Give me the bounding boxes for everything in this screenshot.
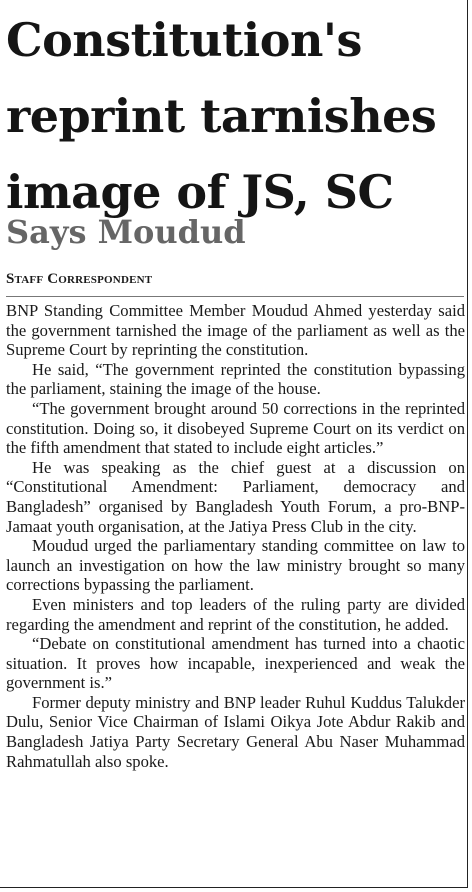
body-paragraph: He was speaking as the chief guest at a discussion on “Constitutional Amendment: Parliament, democracy and Bangladesh” organised by Bangladesh Youth Forum, a pro-BNP-Jamaat youth organisation, at the Jatiya Press Club in the city. bbox=[6, 457, 465, 536]
body-paragraph: Moudud urged the parliamentary standing committee on law to launch an investigation on how the law ministry brought so many corrections bypassing the parliament. bbox=[6, 536, 465, 595]
body-paragraph: BNP Standing Committee Member Moudud Ahmed yesterday said the government tarnished the image of the parliament as well as the Supreme Court by reprinting the constitution. bbox=[6, 301, 465, 360]
body-paragraph: Former deputy ministry and BNP leader Ruhul Kuddus Talukder Dulu, Senior Vice Chairman of Islami Oikya Jote Abdur Rakib and Bangladesh Jatiya Party Secretary General Abu Naser Muhammad Rahmatullah also spoke. bbox=[6, 692, 465, 771]
headline-line: image of JS, SC bbox=[6, 165, 394, 219]
body-paragraph: He said, “The government reprinted the constitution bypassing the parliament, staining the image of the house. bbox=[6, 359, 465, 399]
headline-line: Constitution's bbox=[6, 13, 362, 67]
byline: Staff Correspondent bbox=[6, 271, 153, 287]
subheadline: Says Moudud bbox=[6, 213, 246, 251]
headline-line: reprint tarnishes bbox=[6, 89, 437, 143]
byline-divider bbox=[6, 296, 464, 297]
body-paragraph: Even ministers and top leaders of the ruling party are divided regarding the amendment and reprint of the constitution, he added. bbox=[6, 594, 465, 634]
body-paragraph: “The government brought around 50 corrections in the reprinted constitution. Doing so, it disobeyed Supreme Court on its verdict on the fifth amendment that stated to include eight articles.” bbox=[6, 398, 465, 458]
body-paragraph: “Debate on constitutional amendment has turned into a chaotic situation. It proves how incapable, inexperienced and weak the government is.” bbox=[6, 634, 465, 693]
headline bbox=[6, 2, 468, 230]
article-body bbox=[6, 301, 465, 771]
